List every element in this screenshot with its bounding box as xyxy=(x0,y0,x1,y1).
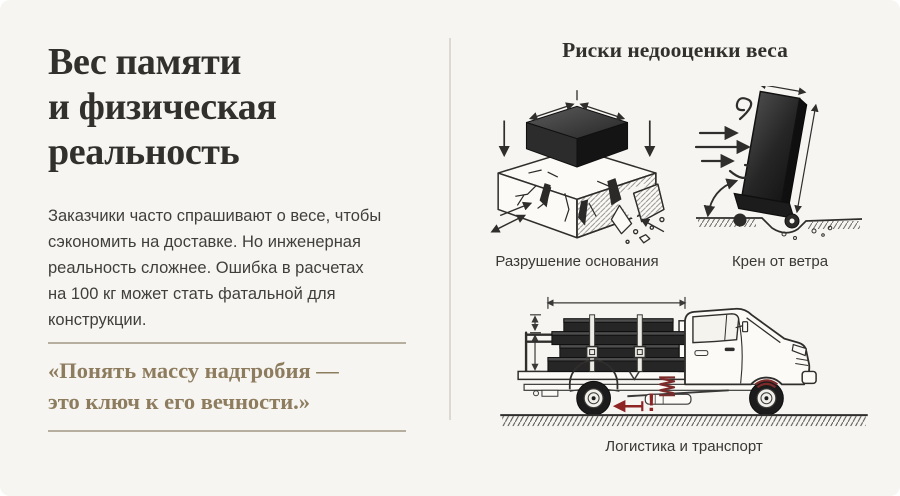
wind-arrows-icon xyxy=(696,98,751,178)
rotation-arrow xyxy=(708,181,736,215)
foundation-crush-illustration xyxy=(484,86,670,250)
intro-line: Заказчики часто спрашивают о весе, чтобы xyxy=(48,207,382,225)
front-wheel xyxy=(750,381,784,415)
pebble xyxy=(734,214,747,227)
figure-wind-tilt xyxy=(692,86,868,270)
rear-wheel xyxy=(577,381,611,415)
figure-caption: Разрушение основания xyxy=(495,253,659,270)
transport-truck-illustration xyxy=(490,288,878,435)
column-divider xyxy=(449,38,451,420)
door-handle xyxy=(725,348,735,351)
exclamation-mark: ! xyxy=(647,390,656,418)
ground-hatch xyxy=(808,221,860,229)
truck-cab xyxy=(685,309,816,388)
title-line: реальность xyxy=(48,131,240,173)
figure-foundation-crush xyxy=(484,86,670,270)
side-mirror xyxy=(743,322,748,332)
figure-transport xyxy=(490,288,878,455)
bumper xyxy=(802,371,816,383)
figure-caption: Крен от ветра xyxy=(731,253,829,270)
right-column xyxy=(460,0,890,496)
intro-line: на 100 кг может стать фатальной для xyxy=(48,285,336,303)
ground-hatch xyxy=(698,219,756,227)
page-title xyxy=(48,40,276,175)
granite-slabs xyxy=(548,319,685,372)
ground-hatch xyxy=(502,416,866,426)
tilted-monument xyxy=(732,86,818,219)
intro-line: реальность сложнее. Ошибка в расчетах xyxy=(48,259,364,277)
intro-line: сэкономить на доставке. Но инженерная xyxy=(48,233,361,251)
left-column xyxy=(48,0,406,496)
quote-line: это ключ к его вечности.» xyxy=(48,389,311,414)
pull-quote xyxy=(48,342,406,432)
figure-caption: Логистика и транспорт xyxy=(605,438,763,455)
title-line: Вес памяти xyxy=(48,41,241,83)
intro-line: конструкции. xyxy=(48,311,147,329)
pivot-point xyxy=(785,214,799,228)
risks-heading: Риски недооценки веса xyxy=(562,38,788,62)
title-line: и физическая xyxy=(48,86,277,128)
intro-paragraph xyxy=(48,203,381,333)
weight-shift-warning xyxy=(615,390,655,417)
quote-line: «Понять массу надгробия — xyxy=(48,358,339,383)
wind-tilt-illustration xyxy=(692,86,868,250)
